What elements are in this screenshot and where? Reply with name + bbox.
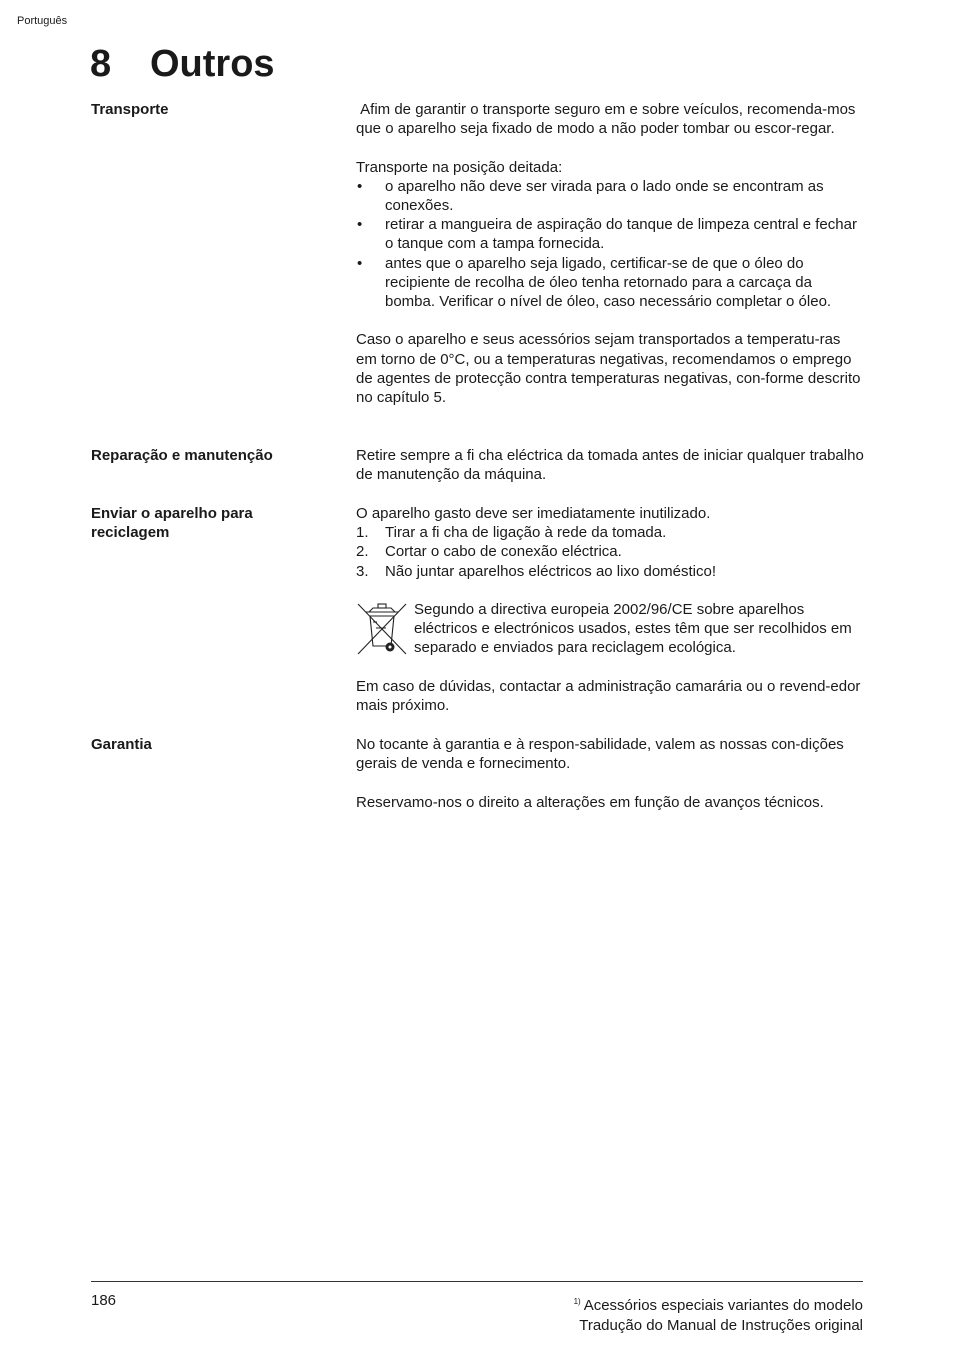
section-label-transport: Transporte xyxy=(91,101,169,118)
footnote-mark: 1) xyxy=(573,1297,581,1306)
step-number: 1. xyxy=(356,524,369,542)
footnote-text: Acessórios especiais variantes do modelo xyxy=(583,1297,863,1314)
step-number: 2. xyxy=(356,543,369,561)
list-item xyxy=(356,523,864,542)
warranty-reserve: Reservamo-nos o direito a alterações em função de avanços técnicos. xyxy=(356,793,824,811)
crossed-out-wheelie-bin-icon xyxy=(356,602,408,656)
footer-divider xyxy=(91,1281,863,1282)
language-label: Português xyxy=(17,15,68,27)
list-item xyxy=(356,562,864,581)
transport-lying-heading: Transporte na posição deitada: xyxy=(356,158,563,176)
footer-notes xyxy=(574,1292,863,1336)
transport-bullet-list xyxy=(356,177,864,311)
section-body-transport xyxy=(356,100,864,407)
section-body-recycling xyxy=(356,504,864,716)
transport-temperature-note: Caso o aparelho e seus acessórios sejam transportados a temperatu-ras em torno de 0°C, ou a temperaturas negativas, recomendamos o emprego de agentes de protecção contra temperaturas negativas, con-forme descrito no capítulo 5. xyxy=(356,331,861,407)
list-item xyxy=(356,542,864,561)
warranty-text: No tocante à garantia e à respon-sabilidade, valem as nossas con-dições gerais de venda e fornecimento. xyxy=(356,736,844,773)
step-text: Não juntar aparelhos eléctricos ao lixo doméstico! xyxy=(385,562,717,580)
section-body-repair xyxy=(356,446,864,484)
list-item: • retirar a mangueira de aspiração do tanque de limpeza central e fechar o tanque com a tampa fornecida. xyxy=(356,215,864,253)
recycling-intro: O aparelho gasto deve ser imediatamente inutilizado. xyxy=(356,505,711,522)
weee-notice xyxy=(356,600,864,658)
footnote xyxy=(574,1292,863,1316)
step-text: Tirar a fi cha de ligação à rede da tomada. xyxy=(385,524,667,542)
section-label-repair: Reparação e manutenção xyxy=(91,447,273,464)
recycling-steps xyxy=(356,523,864,581)
list-item: • antes que o aparelho seja ligado, certificar-se de que o óleo do recipiente de recolha de óleo tenha retornado para a carcaça da bomba. Verificar o nível de óleo, caso necessário completar o óleo. xyxy=(356,254,864,312)
step-number: 3. xyxy=(356,562,369,580)
chapter-title xyxy=(90,40,275,88)
translation-note: Tradução do Manual de Instruções original xyxy=(579,1317,863,1334)
weee-text: Segundo a directiva europeia 2002/96/CE sobre aparelhos eléctricos e electrónicos usados, estes têm que ser recolhidos em separado e enviados para reciclagem ecológica. xyxy=(414,601,852,657)
recycling-contact: Em caso de dúvidas, contactar a administração camarária ou o revend-edor mais próximo. xyxy=(356,678,861,715)
section-label-warranty: Garantia xyxy=(91,736,152,753)
repair-text: Retire sempre a fi cha eléctrica da tomada antes de iniciar qualquer trabalho de manutenção da máquina. xyxy=(356,447,864,484)
page-number: 186 xyxy=(91,1292,117,1309)
transport-intro: Afim de garantir o transporte seguro em e sobre veículos, recomenda-mos que o aparelho seja fixado de modo a não poder tombar ou escor-regar. xyxy=(356,101,860,138)
chapter-name: Outros xyxy=(150,43,275,85)
section-label-recycling: Enviar o aparelho para reciclagem xyxy=(91,505,253,542)
section-body-warranty xyxy=(356,735,864,812)
list-item: • o aparelho não deve ser virada para o lado onde se encontram as conexões. xyxy=(356,177,864,215)
chapter-number: 8 xyxy=(90,43,112,85)
step-text: Cortar o cabo de conexão eléctrica. xyxy=(385,543,622,561)
